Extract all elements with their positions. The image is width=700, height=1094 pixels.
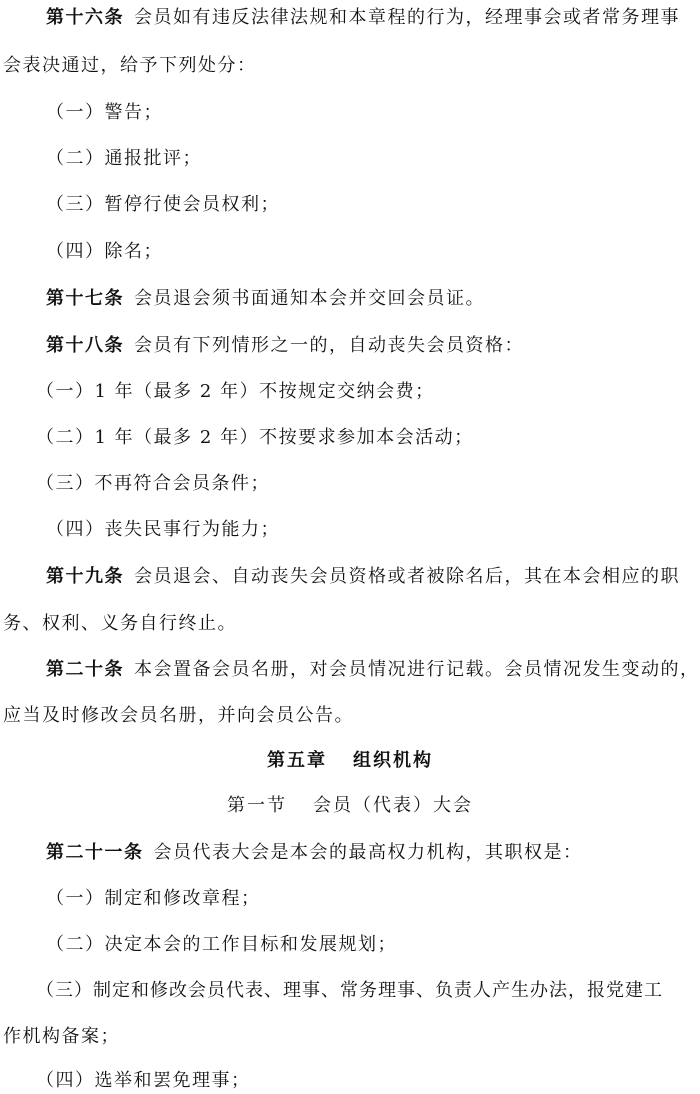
article-16-item-3: （三）暂停行使会员权利； (46, 194, 280, 215)
section-title: 会员（代表）大会 (313, 795, 473, 816)
article-21-item-1: （一）制定和修改章程； (46, 888, 261, 909)
article-21-text: 会员代表大会是本会的最高权力机构，其职权是： (153, 842, 583, 863)
article-18-line (46, 334, 700, 358)
article-18-item-1: （一）1 年（最多 2 年）不按规定交纳会费； (36, 381, 435, 402)
article-18-item-4: （四）丧失民事行为能力； (46, 519, 280, 540)
section-number: 第一节 (227, 795, 287, 816)
article-20-label: 第二十条 (46, 659, 124, 680)
article-16-item-1: （一）警告； (46, 102, 163, 123)
article-21-item-3: （三）制定和修改会员代表、理事、常务理事、负责人产生办法，报党建工 (36, 980, 663, 1001)
article-19-line-1 (46, 565, 700, 589)
article-21-item-4: （四）选举和罢免理事； (36, 1070, 251, 1091)
article-16-item-4: （四）除名； (46, 241, 163, 262)
article-17-text: 会员退会须书面通知本会并交回会员证。 (134, 288, 485, 309)
article-16-label: 第十六条 (46, 7, 124, 28)
article-19-line-2: 务、权利、义务自行终止。 (3, 613, 237, 634)
article-20-line-2: 应当及时修改会员名册，并向会员公告。 (3, 705, 354, 726)
article-16-item-2: （二）通报批评； (46, 148, 202, 169)
section-heading (0, 794, 700, 818)
chapter-title: 组织机构 (353, 750, 433, 771)
article-16-text-1: 会员如有违反法律法规和本章程的行为，经理事会或者常务理事 (134, 7, 680, 28)
article-16-line-2: 会表决通过，给予下列处分： (3, 55, 257, 76)
article-19-text-1: 会员退会、自动丧失会员资格或者被除名后，其在本会相应的职 (134, 566, 680, 587)
article-20-text-1: 本会置备会员名册，对会员情况进行记载。会员情况发生变动的， (134, 659, 700, 680)
article-16-line-1 (46, 6, 700, 30)
chapter-number: 第五章 (267, 750, 327, 771)
article-19-label: 第十九条 (46, 566, 124, 587)
article-20-line-1 (46, 658, 700, 682)
article-21-line (46, 841, 700, 865)
article-18-label: 第十八条 (46, 335, 124, 356)
article-21-item-3-continued: 作机构备案； (3, 1026, 120, 1047)
article-18-item-2: （二）1 年（最多 2 年）不按要求参加本会活动； (36, 427, 474, 448)
article-21-item-2: （二）决定本会的工作目标和发展规划； (46, 934, 397, 955)
article-18-item-3: （三）不再符合会员条件； (36, 473, 270, 494)
article-17-label: 第十七条 (46, 288, 124, 309)
chapter-heading (0, 749, 700, 773)
article-18-text: 会员有下列情形之一的，自动丧失会员资格： (134, 335, 524, 356)
article-21-label: 第二十一条 (46, 842, 144, 863)
article-17-line (46, 287, 700, 311)
